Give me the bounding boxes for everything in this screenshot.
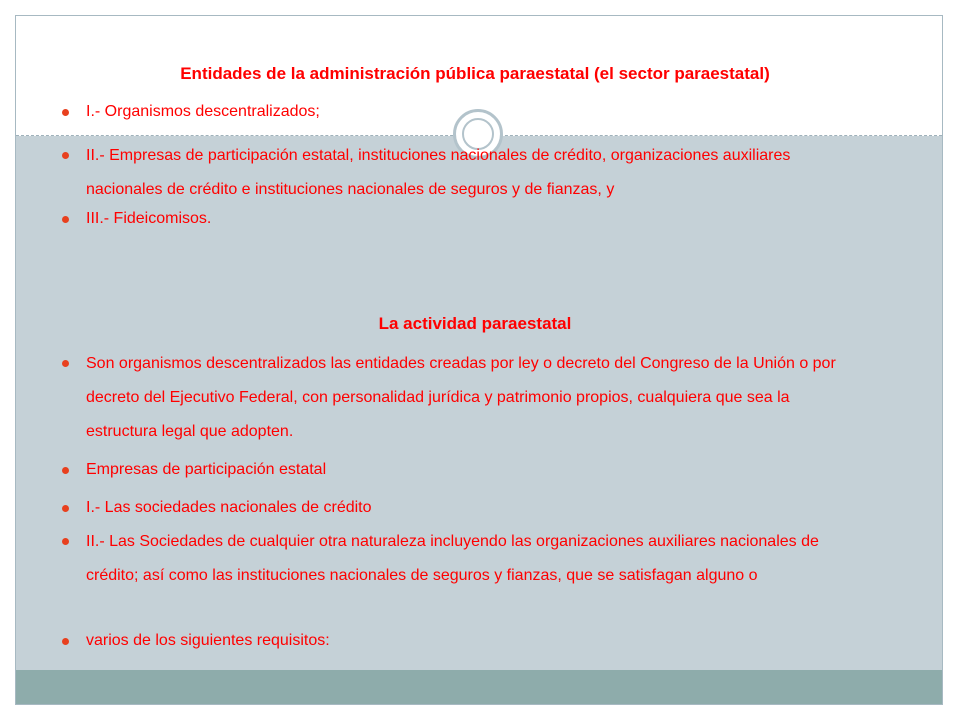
slide-title: Entidades de la administración pública paraestatal (el sector paraestatal) bbox=[180, 64, 770, 83]
bullet-item bbox=[60, 100, 880, 124]
bullet-item bbox=[60, 525, 850, 593]
bullet-item bbox=[60, 139, 850, 207]
bullet-icon bbox=[62, 467, 69, 474]
bullet-text: II.- Empresas de participación estatal, instituciones nacionales de crédito, organizaciones auxiliares nacionales de crédito e instituciones nacionales de seguros y de fianzas, y bbox=[86, 147, 791, 198]
bullet-text: I.- Organismos descentralizados; bbox=[86, 103, 320, 120]
bullet-item bbox=[60, 347, 860, 449]
bullet-text: Son organismos descentralizados las entidades creadas por ley o decreto del Congreso de la Unión o por decreto del Ejecutivo Federal, con personalidad jurídica y patrimonio propios, cualquiera que sea la estructura legal que adopten. bbox=[86, 355, 836, 440]
bullet-item bbox=[60, 207, 880, 231]
bullet-text: varios de los siguientes requisitos: bbox=[86, 632, 330, 649]
bullet-icon bbox=[62, 638, 69, 645]
bullet-icon bbox=[62, 109, 69, 116]
bullet-text: Empresas de participación estatal bbox=[86, 461, 327, 478]
bottom-band bbox=[16, 670, 942, 704]
bullet-icon bbox=[62, 216, 69, 223]
bullet-item bbox=[60, 496, 880, 520]
bullet-text: II.- Las Sociedades de cualquier otra naturaleza incluyendo las organizaciones auxiliares nacionales de crédito; así como las instituciones nacionales de seguros y fianzas, que se satisfagan alguno o bbox=[86, 533, 819, 584]
bullet-text: III.- Fideicomisos. bbox=[86, 210, 212, 227]
section-heading: La actividad paraestatal bbox=[378, 314, 572, 333]
bullet-icon bbox=[62, 505, 69, 512]
bullet-text: I.- Las sociedades nacionales de crédito bbox=[86, 499, 372, 516]
bullet-item bbox=[60, 458, 880, 482]
bullet-icon bbox=[62, 538, 69, 545]
bullet-item bbox=[60, 629, 880, 653]
bullet-icon bbox=[62, 152, 69, 159]
bullet-icon bbox=[62, 360, 69, 367]
